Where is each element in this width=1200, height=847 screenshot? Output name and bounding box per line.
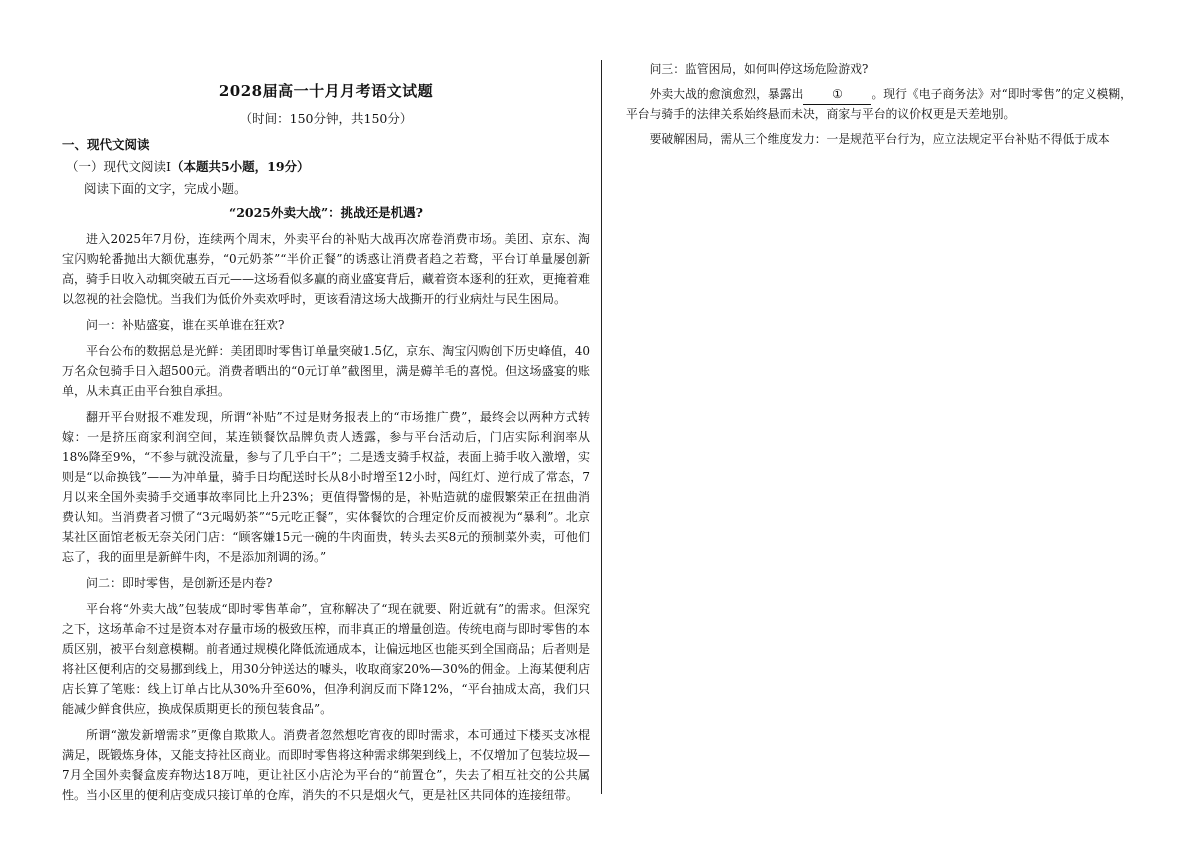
question-heading: 问一：补贴盛宴，谁在买单谁在狂欢? <box>86 318 285 332</box>
article-paragraph <box>626 85 1132 124</box>
subsection-prefix: （一）现代文阅读Ⅰ <box>66 159 171 174</box>
article-paragraph: 平台公布的数据总是光鲜：美团即时零售订单量突破1.5亿，京东、淘宝闪购创下历史峰值，40万名众包骑手日入超500元。消费者晒出的“0元订单”截图里，满是薅羊毛的喜悦。但这场盛宴的账单，从未真正由平台独自承担。 <box>62 344 590 398</box>
text-before-blank: 外卖大战的愈演愈烈，暴露出 <box>649 87 804 101</box>
article-paragraph: 进入2025年7月份，连续两个周末，外卖平台的补贴大战再次席卷消费市场。美团、京东、淘宝闪购轮番抛出大额优惠券，“0元奶茶”“半价正餐”的诱惑让消费者趋之若鹜，平台订单量屡创新高，骑手日收入动辄突破五百元——这场看似多赢的商业盛宴背后，藏着资本逐利的狂欢，更掩着难以忽视的社会隐忧。当我们为低价外卖欢呼时，更该看清这场大战撕开的行业病灶与民生困局。 <box>62 232 591 306</box>
article-paragraph: 所谓“激发新增需求”更像自欺欺人。消费者忽然想吃宵夜的即时需求，本可通过下楼买支冰棍满足，既锻炼身体，又能支持社区商业。而即时零售将这种需求绑架到线上，不仅增加了包装垃圾—7月全国外卖餐盒废弃物达18万吨，更让社区小店沦为平台的“前置仓”，失去了相互社交的公共属性。当小区里的便利店变成只接订单的仓库，消失的不只是烟火气，更是社区共同体的连接纽带。 <box>62 728 591 802</box>
exam-title: 2028届高一十月月考语文试题 <box>218 82 434 100</box>
article-title: “2025外卖大战”：挑战还是机遇? <box>229 205 423 220</box>
fill-in-blank: ① <box>803 85 871 105</box>
subsection-heading <box>66 157 590 175</box>
article-paragraph: 平台将“外卖大战”包装成“即时零售革命”，宣称解决了“现在就要、附近就有”的需求。但深究之下，这场革命不过是资本对存量市场的极致压榨，而非真正的增量创造。传统电商与即时零售的本质区别，被平台刻意模糊。前者通过规模化降低流通成本，让偏远地区也能买到全国商品；后者则是将社区便利店的交易挪到线上，用30分钟送达的噱头，收取商家20%—30%的佣金。上海某便利店店长算了笔账：线上订单占比从30%升至60%，但净利润反而下降12%，“平台抽成太高，我们只能减少鲜食供应，换成保质期更长的预包装食品”。 <box>62 602 591 716</box>
subsection-detail: （本题共5小题，19分） <box>170 159 310 174</box>
column-divider <box>601 60 602 794</box>
exam-subtitle: （时间：150分钟，共150分） <box>239 111 413 126</box>
article-paragraph: 要破解困局，需从三个维度发力：一是规范平台行为，应立法规定平台补贴不得低于成本 <box>649 132 1110 146</box>
question-heading: 问三：监管困局，如何叫停这场危险游戏? <box>649 62 869 76</box>
question-heading: 问二：即时零售，是创新还是内卷? <box>86 576 273 590</box>
text-after-blank: 。现行《电子商务法》对“即时零售”的定义模糊，平台与骑手的法律关系始终悬而未决，商家与平台的议价权更是天差地别。 <box>626 87 1132 121</box>
section-heading: 一、现代文阅读 <box>62 137 150 152</box>
left-column <box>62 60 590 811</box>
article-paragraph: 翻开平台财报不难发现，所谓“补贴”不过是财务报表上的“市场推广费”，最终会以两种方式转嫁：一是挤压商家利润空间，某连锁餐饮品牌负责人透露，参与平台活动后，门店实际利润率从18%降至9%，“不参与就没流量，参与了几乎白干”；二是透支骑手权益，表面上骑手收入激增，实则是“以命换钱”——为冲单量，骑手日均配送时长从8小时增至12小时，闯红灯、逆行成了常态，7月以来全国外卖骑手交通事故率同比上升23%；更值得警惕的是，补贴造就的虚假繁荣正在扭曲消费认知。当消费者习惯了“3元喝奶茶”“5元吃正餐”，实体餐饮的合理定价反而被视为“暴利”。北京某社区面馆老板无奈关闭门店：“顾客嫌15元一碗的牛肉面贵，转头去买8元的预制菜外卖，可他们忘了，我的面里是新鲜牛肉，不是添加剂调的汤。” <box>62 410 590 564</box>
right-column <box>626 60 1132 155</box>
reading-instruction: 阅读下面的文字，完成小题。 <box>84 181 247 196</box>
